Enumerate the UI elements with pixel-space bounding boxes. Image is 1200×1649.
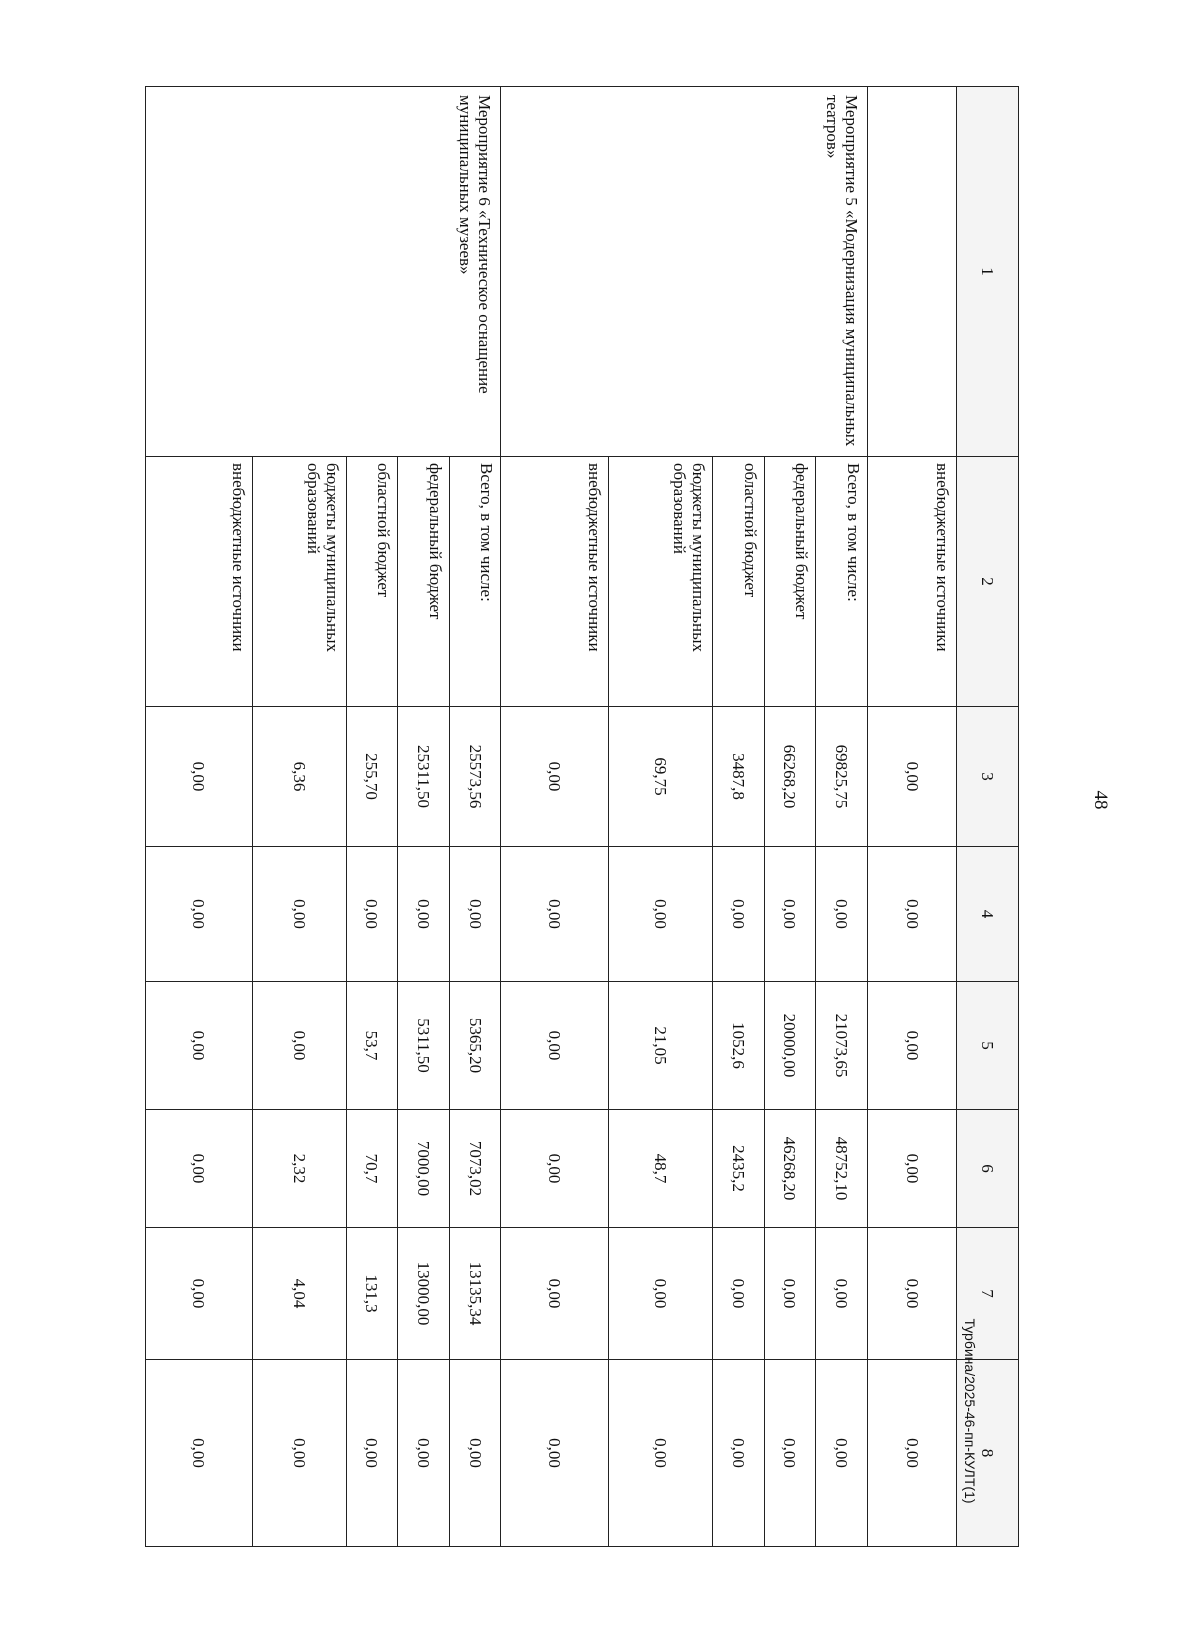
- value-cell: 20000,00: [764, 982, 816, 1110]
- value-cell: 0,00: [146, 1360, 253, 1547]
- budget-table: [145, 86, 1019, 1547]
- value-cell: 0,00: [449, 847, 501, 982]
- funding-source: областной бюджет: [713, 457, 765, 707]
- value-cell: 0,00: [501, 1228, 609, 1360]
- page-number: 48: [1090, 790, 1111, 810]
- column-number: 2: [957, 457, 1019, 707]
- table-row: [867, 87, 957, 1547]
- value-cell: 4,04: [252, 1228, 346, 1360]
- column-number: 1: [957, 87, 1019, 457]
- table-row: [449, 87, 501, 1547]
- value-cell: 0,00: [146, 1228, 253, 1360]
- value-cell: 7000,00: [398, 1110, 450, 1228]
- value-cell: 70,7: [346, 1110, 398, 1228]
- measure-6-cell: Мероприятие 6 «Техническое оснащение муниципальных музеев»: [146, 87, 501, 457]
- value-cell: 13000,00: [398, 1228, 450, 1360]
- value-cell: 6,36: [252, 707, 346, 847]
- value-cell: 0,00: [816, 1228, 868, 1360]
- value-cell: 0,00: [608, 1360, 712, 1547]
- value-cell: 0,00: [764, 847, 816, 982]
- value-cell: 2,32: [252, 1110, 346, 1228]
- value-cell: 0,00: [501, 847, 609, 982]
- value-cell: 25311,50: [398, 707, 450, 847]
- funding-source: областной бюджет: [346, 457, 398, 707]
- value-cell: 0,00: [713, 1360, 765, 1547]
- column-number: 3: [957, 707, 1019, 847]
- value-cell: 48,7: [608, 1110, 712, 1228]
- column-number: 7: [957, 1228, 1019, 1360]
- value-cell: 0,00: [398, 847, 450, 982]
- funding-source: бюджеты муниципальных образований: [252, 457, 346, 707]
- value-cell: 255,70: [346, 707, 398, 847]
- measure-cell: [867, 87, 957, 457]
- value-cell: 0,00: [501, 1110, 609, 1228]
- column-number: 8: [957, 1360, 1019, 1547]
- table-row: [816, 87, 868, 1547]
- value-cell: 0,00: [764, 1228, 816, 1360]
- funding-source: бюджеты муниципальных образований: [608, 457, 712, 707]
- value-cell: 2435,2: [713, 1110, 765, 1228]
- value-cell: 69825,75: [816, 707, 868, 847]
- funding-source: федеральный бюджет: [764, 457, 816, 707]
- value-cell: 21073,65: [816, 982, 868, 1110]
- document-code: Турбина/2025-46-пп-КУЛТ(1): [962, 1318, 978, 1504]
- value-cell: 7073,02: [449, 1110, 501, 1228]
- value-cell: 5365,20: [449, 982, 501, 1110]
- value-cell: 0,00: [816, 847, 868, 982]
- value-cell: 0,00: [346, 1360, 398, 1547]
- value-cell: 0,00: [449, 1360, 501, 1547]
- value-cell: 0,00: [867, 1360, 957, 1547]
- value-cell: 1052,6: [713, 982, 765, 1110]
- value-cell: 46268,20: [764, 1110, 816, 1228]
- value-cell: 48752,10: [816, 1110, 868, 1228]
- value-cell: 0,00: [867, 982, 957, 1110]
- value-cell: 21,05: [608, 982, 712, 1110]
- funding-source: внебюджетные источники: [146, 457, 253, 707]
- funding-source: внебюджетные источники: [501, 457, 609, 707]
- funding-source: Всего, в том числе:: [816, 457, 868, 707]
- value-cell: 131,3: [346, 1228, 398, 1360]
- value-cell: 0,00: [608, 847, 712, 982]
- value-cell: 3487,8: [713, 707, 765, 847]
- value-cell: 5311,50: [398, 982, 450, 1110]
- value-cell: 0,00: [501, 707, 609, 847]
- value-cell: 0,00: [252, 847, 346, 982]
- value-cell: 0,00: [146, 982, 253, 1110]
- rotated-page-content: [145, 86, 1019, 1546]
- value-cell: 53,7: [346, 982, 398, 1110]
- value-cell: 25573,56: [449, 707, 501, 847]
- value-cell: 0,00: [764, 1360, 816, 1547]
- value-cell: 69,75: [608, 707, 712, 847]
- value-cell: 13135,34: [449, 1228, 501, 1360]
- column-number: 6: [957, 1110, 1019, 1228]
- value-cell: 0,00: [867, 707, 957, 847]
- value-cell: 0,00: [398, 1360, 450, 1547]
- value-cell: 0,00: [867, 847, 957, 982]
- value-cell: 0,00: [501, 1360, 609, 1547]
- column-number: 5: [957, 982, 1019, 1110]
- funding-source: федеральный бюджет: [398, 457, 450, 707]
- value-cell: 0,00: [146, 1110, 253, 1228]
- funding-source: Всего, в том числе:: [449, 457, 501, 707]
- value-cell: 0,00: [252, 1360, 346, 1547]
- value-cell: 0,00: [252, 982, 346, 1110]
- funding-source: внебюджетные источники: [867, 457, 957, 707]
- value-cell: 0,00: [608, 1228, 712, 1360]
- measure-5-cell: Мероприятие 5 «Модернизация муниципальных театров»: [501, 87, 867, 457]
- value-cell: 0,00: [713, 847, 765, 982]
- column-number: 4: [957, 847, 1019, 982]
- value-cell: 0,00: [867, 1228, 957, 1360]
- value-cell: 0,00: [713, 1228, 765, 1360]
- value-cell: 0,00: [346, 847, 398, 982]
- value-cell: 66268,20: [764, 707, 816, 847]
- value-cell: 0,00: [816, 1360, 868, 1547]
- value-cell: 0,00: [146, 847, 253, 982]
- value-cell: 0,00: [867, 1110, 957, 1228]
- value-cell: 0,00: [501, 982, 609, 1110]
- value-cell: 0,00: [146, 707, 253, 847]
